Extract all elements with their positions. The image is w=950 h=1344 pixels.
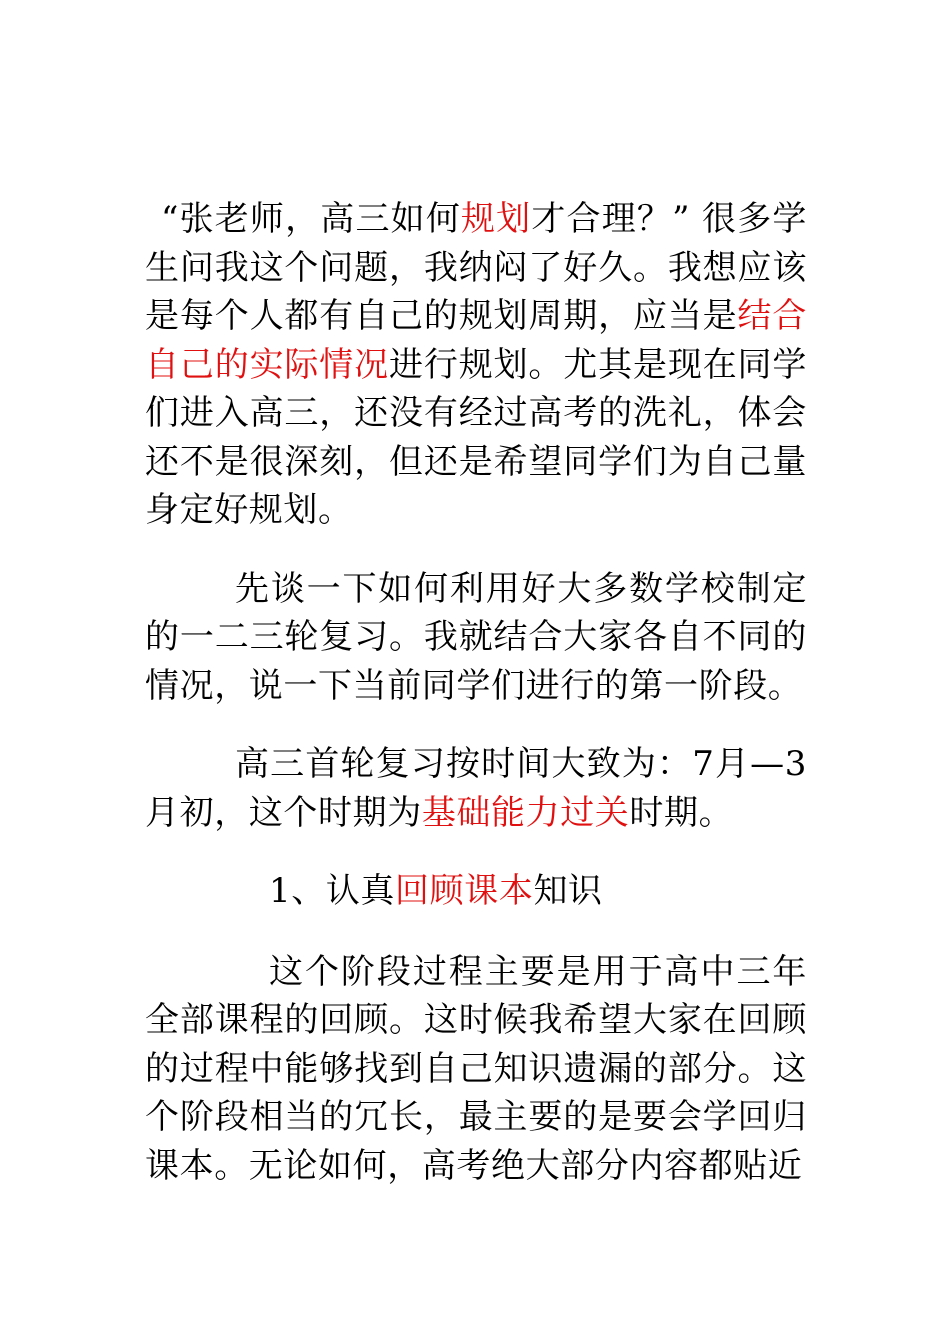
text-segment: 进行规划。尤其是现在同学们进入高三，还没有经过高考的洗礼，体会还不是很深刻，但还是希望同学们为自己量身定好规划。 xyxy=(145,344,808,530)
text-segment: “张老师，高三如何 xyxy=(161,199,461,239)
text-segment: 知识 xyxy=(533,871,603,911)
paragraph-textbook-review xyxy=(145,948,807,1191)
section-heading-1 xyxy=(145,867,807,916)
highlight-segment: 结合自己的实际情况 xyxy=(145,296,808,385)
text-segment: 时期。 xyxy=(629,792,734,833)
paragraph-first-round-timing xyxy=(145,740,807,837)
text-segment: 这个阶段过程主要是用于高中三年全部课程的回顾。这时候我希望大家在回顾的过程中能够找到自己知识遗漏的部分。这个阶段相当的冗长，最主要的是要会学回归课本。无论如何，高考绝大部分内容都贴近 xyxy=(145,951,807,1186)
text-segment: 1、认真 xyxy=(269,871,396,911)
paragraph-intro xyxy=(145,195,807,535)
text-segment: 才合理？” 很多学生问我这个问题，我纳闷了好久。我想应该是每个人都有自己的规划周期，应当是 xyxy=(145,199,808,336)
document-page xyxy=(145,195,807,1190)
text-segment: 高三首轮复习按时间大致为：7月—3月初，这个时期为 xyxy=(145,744,807,833)
highlight-segment: 基础能力过关 xyxy=(421,792,630,833)
paragraph-review-rounds xyxy=(145,565,807,711)
text-segment: 先谈一下如何利用好大多数学校制定的一二三轮复习。我就结合大家各自不同的情况，说一下当前同学们进行的第一阶段。 xyxy=(145,568,807,706)
highlight-segment: 规划 xyxy=(461,199,532,239)
highlight-segment: 回顾课本 xyxy=(395,871,534,911)
